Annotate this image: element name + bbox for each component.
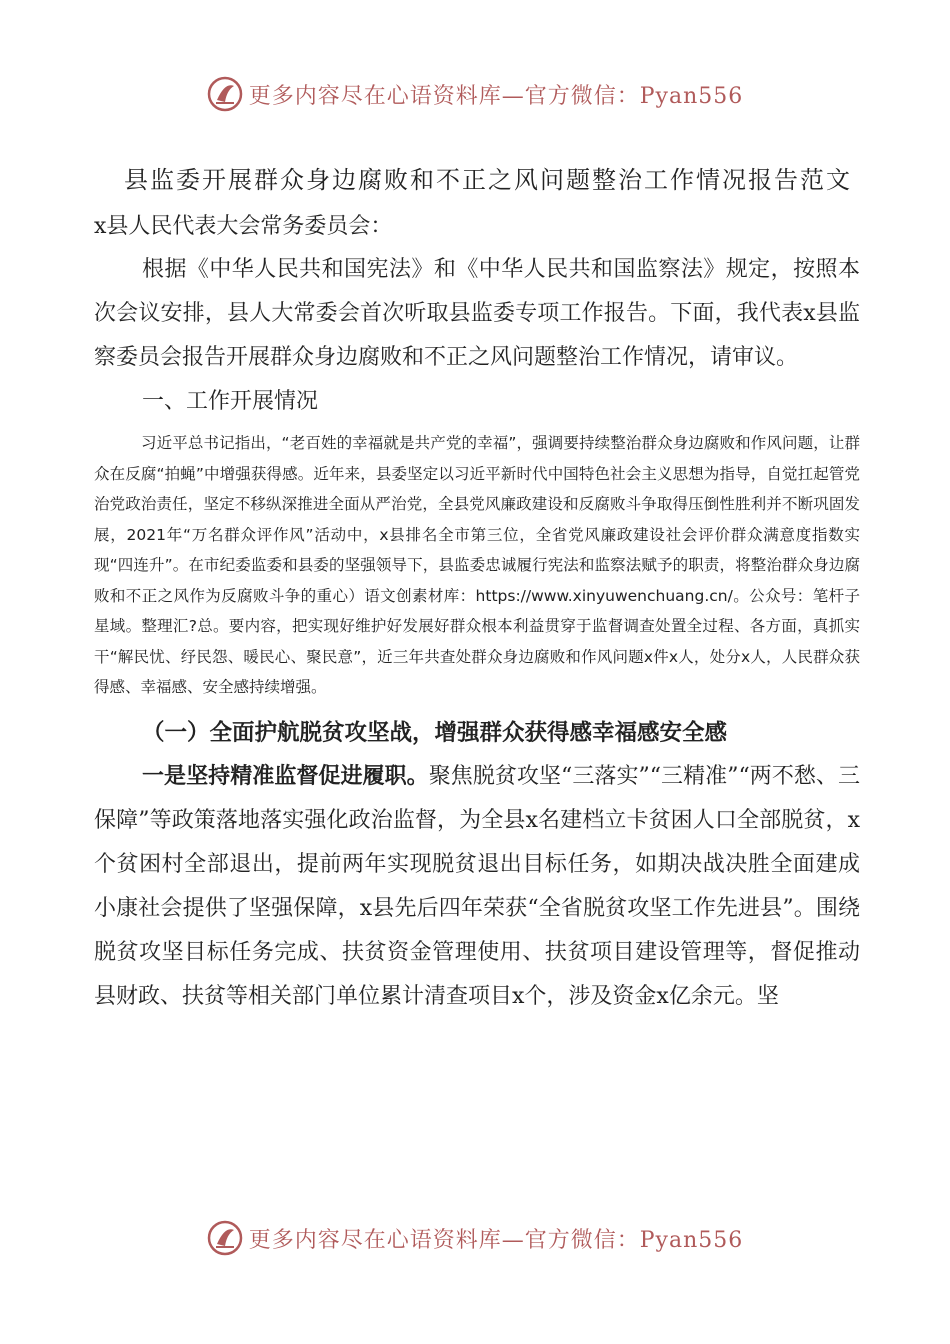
intro-paragraph: 根据《中华人民共和国宪法》和《中华人民共和国监察法》规定，按照本次会议安排，县人大常委会首次听取县监委专项工作报告。下面，我代表x县监察委员会报告开展群众身边腐败和不正之风问题整治工作情况，请审议。	[94, 257, 860, 370]
book-logo-icon	[207, 76, 243, 112]
book-logo-icon	[207, 1220, 243, 1256]
point-lead: 一是坚持精准监督促进履职。	[142, 763, 429, 789]
salutation: x县人民代表大会常务委员会：	[94, 214, 393, 239]
section-body-paragraph: 习近平总书记指出，“老百姓的幸福就是共产党的幸福”，强调要持续整治群众身边腐败和作风问题，让群众在反腐“拍蝇”中增强获得感。近年来，县委坚定以习近平新时代中国特色社会主义思想为指导，自觉扛起管党治党政治责任，坚定不移纵深推进全面从严治党，全县党风廉政建设和反腐败斗争取得压倒性胜利并不断巩固发展，2021年“万名群众评作风”活动中，x县排名全市第三位，全省党风廉政建设社会评价群众满意度指数实现“四连升”。在市纪委监委和县委的坚强领导下，县监委忠诚履行宪法和监察法赋予的职责，将整治群众身边腐败和不正之风作为反腐败斗争的重心）语文创素材库：https://www.xinyuwenchuang.cn/。公众号：笔杆子星域。整理汇?总。要内容，把实现好维护好发展好群众根本利益贯穿于监督调查处置全过程、各方面，真抓实干“解民忧、纾民怨、暖民心、聚民意”，近三年共查处群众身边腐败和作风问题x件x人，处分x人，人民群众获得感、幸福感、安全感持续增强。	[94, 434, 860, 696]
document-title: 县监委开展群众身边腐败和不正之风问题整治工作情况报告范文	[124, 166, 852, 194]
point-paragraph	[94, 755, 860, 1019]
watermark-footer	[0, 1216, 950, 1260]
watermark-text: 更多内容尽在心语资料库—官方微信：Pyan556	[248, 1227, 744, 1253]
document-body	[94, 160, 860, 1019]
watermark-text: 更多内容尽在心语资料库—官方微信：Pyan556	[248, 83, 744, 109]
subsection-heading: （一）全面护航脱贫攻坚战，增强群众获得感幸福感安全感	[142, 719, 728, 746]
point-body: 聚焦脱贫攻坚“三落实”“三精准”“两不愁、三保障”等政策落地落实强化政治监督，为全县x名建档立卡贫困人口全部脱贫，x个贫困村全部退出，提前两年实现脱贫退出目标任务，如期决战决胜全面建成小康社会提供了坚强保障，x县先后四年荣获“全省脱贫攻坚工作先进县”。围绕脱贫攻坚目标任务完成、扶贫资金管理使用、扶贫项目建设管理等，督促推动县财政、扶贫等相关部门单位累计清查项目x个，涉及资金x亿余元。坚	[94, 763, 860, 1009]
section-heading: 一、工作开展情况	[142, 389, 319, 414]
watermark-header	[0, 72, 950, 116]
